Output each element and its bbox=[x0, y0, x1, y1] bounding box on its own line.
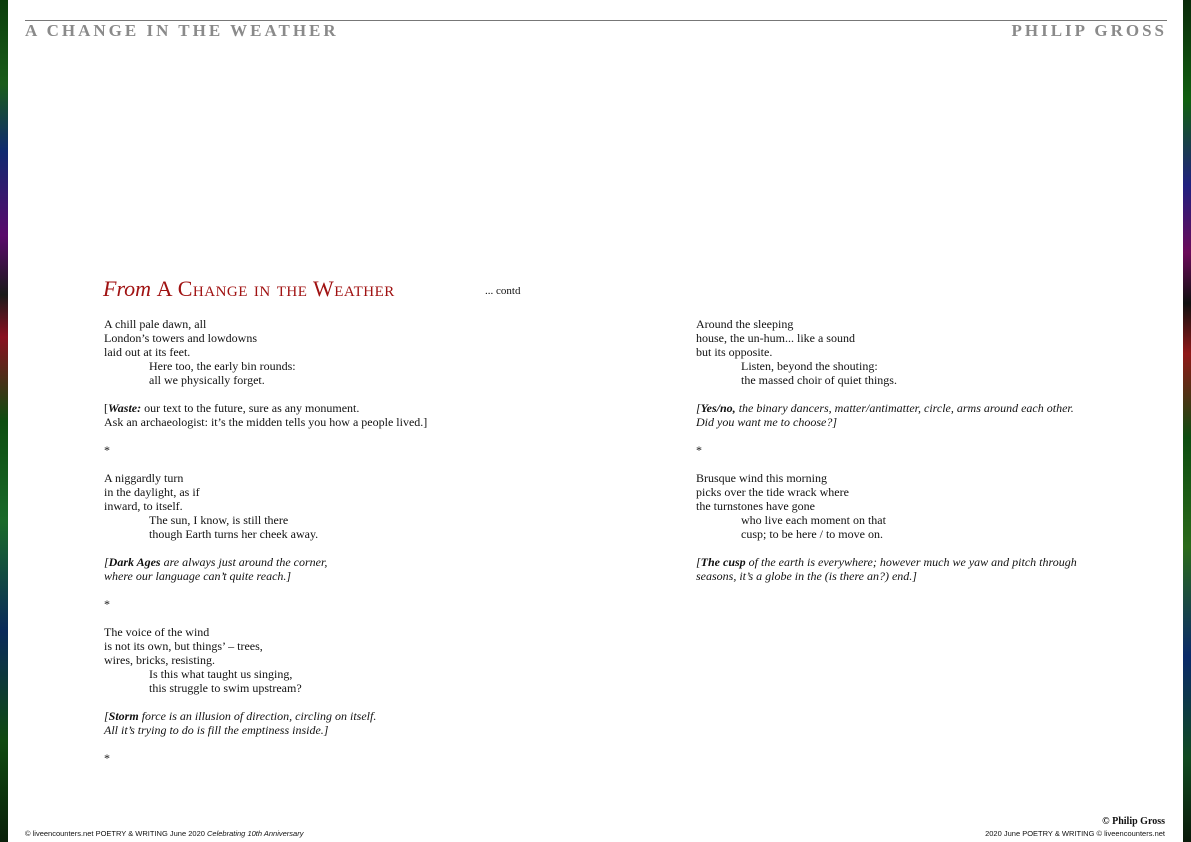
title-name: A Change in the Weather bbox=[156, 276, 395, 301]
poem-line: A niggardly turn bbox=[104, 471, 184, 485]
title-from: From bbox=[103, 276, 152, 301]
poem-line: laid out at its feet. bbox=[104, 345, 191, 359]
poem-line: The voice of the wind bbox=[104, 625, 210, 639]
poem-line-indented: Here too, the early bin rounds: bbox=[149, 359, 296, 373]
poem-line: is not its own, but things’ – trees, bbox=[104, 639, 263, 653]
poem-line: picks over the tide wrack where bbox=[696, 485, 849, 499]
section-asterisk: * bbox=[104, 597, 110, 611]
poem-line-indented: Listen, beyond the shouting: bbox=[741, 359, 878, 373]
poem-line: Brusque wind this morning bbox=[696, 471, 827, 485]
left-column bbox=[104, 317, 544, 765]
section-asterisk: * bbox=[104, 751, 110, 765]
note-text: our text to the future, sure as any monument. bbox=[141, 401, 360, 415]
bracket-note-line: All it’s trying to do is fill the emptiness inside.] bbox=[104, 723, 329, 737]
right-border-decoration bbox=[1183, 0, 1191, 842]
bracket-note-line: seasons, it’s a globe in the (is there an?) end.] bbox=[696, 569, 917, 583]
bracket-note: [Waste: our text to the future, sure as any monument. bbox=[104, 401, 360, 415]
poem-line: Around the sleeping bbox=[696, 317, 794, 331]
poem-line-indented: though Earth turns her cheek away. bbox=[149, 527, 319, 541]
poem-line-indented: this struggle to swim upstream? bbox=[149, 681, 302, 695]
poem-line: wires, bricks, resisting. bbox=[104, 653, 215, 667]
poem-line: London’s towers and lowdowns bbox=[104, 331, 257, 345]
header-author: PHILIP GROSS bbox=[1011, 21, 1167, 40]
poem-line: the turnstones have gone bbox=[696, 499, 815, 513]
poem-line-indented: The sun, I know, is still there bbox=[149, 513, 289, 527]
footer-copyright: © Philip Gross bbox=[1102, 816, 1165, 827]
section-asterisk: * bbox=[104, 443, 110, 457]
bracket-note: [Dark Ages are always just around the corner, bbox=[104, 555, 328, 569]
footer-left-italic: Celebrating 10th Anniversary bbox=[207, 829, 304, 838]
poem-line-indented: cusp; to be here / to move on. bbox=[741, 527, 883, 541]
note-keyword: Yes/no, bbox=[700, 401, 736, 415]
footer-left-text: © liveencounters.net POETRY & WRITING June 2020 bbox=[25, 829, 207, 838]
poem-line: A chill pale dawn, all bbox=[104, 317, 207, 331]
bracket-note-line: Ask an archaeologist: it’s the midden tells you how a people lived.] bbox=[104, 415, 428, 429]
poem-title bbox=[103, 276, 395, 302]
poem-line-indented: the massed choir of quiet things. bbox=[741, 373, 897, 387]
bracket-note: [Storm force is an illusion of direction, circling on itself. bbox=[104, 709, 377, 723]
page bbox=[8, 0, 1183, 842]
poem-line-indented: Is this what taught us singing, bbox=[149, 667, 293, 681]
note-keyword: Storm bbox=[108, 709, 139, 723]
bracket-note-line: where our language can’t quite reach.] bbox=[104, 569, 292, 583]
note-text: the binary dancers, matter/antimatter, circle, arms around each other. bbox=[735, 401, 1074, 415]
poem-line: but its opposite. bbox=[696, 345, 773, 359]
right-column bbox=[696, 317, 1146, 583]
footer-credit: 2020 June POETRY & WRITING © liveencounters.net bbox=[985, 829, 1165, 838]
footer-left bbox=[25, 829, 303, 838]
header-title: A CHANGE IN THE WEATHER bbox=[25, 21, 339, 40]
note-text: force is an illusion of direction, circling on itself. bbox=[138, 709, 377, 723]
section-asterisk: * bbox=[696, 443, 702, 457]
note-keyword: The cusp bbox=[700, 555, 746, 569]
contd-label: ... contd bbox=[485, 285, 521, 297]
note-keyword: Dark Ages bbox=[108, 555, 161, 569]
bracket-note: [The cusp of the earth is everywhere; however much we yaw and pitch through bbox=[696, 555, 1077, 569]
bracket-note: [Yes/no, the binary dancers, matter/antimatter, circle, arms around each other. bbox=[696, 401, 1074, 415]
poem-line: inward, to itself. bbox=[104, 499, 183, 513]
note-text: are always just around the corner, bbox=[160, 555, 328, 569]
poem-line: house, the un-hum... like a sound bbox=[696, 331, 855, 345]
poem-line: in the daylight, as if bbox=[104, 485, 200, 499]
poem-line-indented: who live each moment on that bbox=[741, 513, 886, 527]
note-keyword: Waste: bbox=[108, 401, 142, 415]
bracket-note-line: Did you want me to choose?] bbox=[696, 415, 837, 429]
note-text: of the earth is everywhere; however much we yaw and pitch through bbox=[745, 555, 1077, 569]
poem-line-indented: all we physically forget. bbox=[149, 373, 265, 387]
left-border-decoration bbox=[0, 0, 8, 842]
